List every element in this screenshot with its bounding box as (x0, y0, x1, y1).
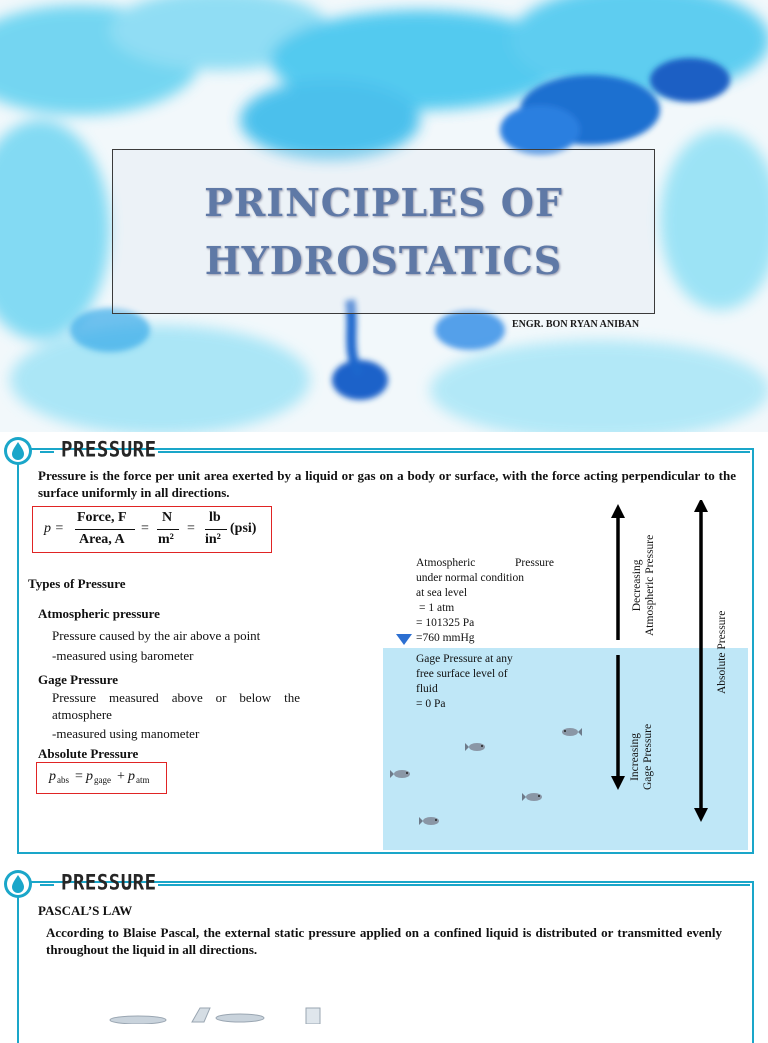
pascals-law-heading: PASCAL’S LAW (38, 903, 133, 918)
decreasing-label-line2: Atmospheric Pressure (644, 534, 656, 636)
fish-icon (522, 791, 544, 803)
formula-frac1-den: Area, A (79, 532, 125, 547)
fish-icon (419, 815, 441, 827)
atm-description: Pressure caused by the air above a point (52, 628, 261, 643)
fraction-bar (75, 529, 135, 530)
pascals-law-body: According to Blaise Pascal, the external static pressure applied on a confined liquid is distributed or transmitted evenly throughout the liquid in all directions. (46, 925, 722, 957)
atm-label-line4: = 1 atm (419, 602, 455, 614)
increasing-label-line2: Gage Pressure (642, 723, 654, 790)
title-box (112, 149, 655, 314)
title-line-1: PRINCIPLES OF (204, 180, 563, 225)
abs-heading: Absolute Pressure (38, 746, 139, 761)
formula-frac3-num: lb (209, 510, 221, 525)
plus-sign: + (117, 769, 125, 784)
increasing-label-line1: Increasing (629, 733, 641, 781)
absolute-arrow (694, 500, 708, 822)
pressure-formula-box (32, 506, 272, 553)
decreasing-label (631, 535, 657, 636)
header-dash-right (158, 884, 750, 886)
increasing-arrow (611, 655, 625, 790)
abs-sub: abs (57, 775, 69, 785)
types-heading: Types of Pressure (28, 576, 126, 591)
formula-frac2-den: m² (158, 532, 174, 547)
gage-measured: -measured using manometer (52, 726, 200, 741)
abs-eq: = (75, 769, 83, 784)
water-drop-icon (3, 436, 33, 466)
gage-description: Pressure measured above or below the atmosphere (52, 690, 300, 722)
gage-label-line3: fluid (416, 683, 438, 695)
header-dash-right (158, 451, 750, 453)
gage-p: p (86, 769, 93, 784)
pascal-apparatus-image (100, 1004, 340, 1024)
atm-label-line2: under normal condition (416, 572, 524, 584)
atm-label-line3: at sea level (416, 587, 468, 599)
formula-unit: (psi) (230, 521, 257, 536)
slide1-header: PRESSURE (61, 437, 157, 463)
formula-lhs: p = (44, 521, 64, 536)
decreasing-arrow (611, 504, 625, 640)
fraction-bar (205, 529, 227, 530)
water-level-marker-icon (396, 634, 412, 646)
title-line-2: HYDROSTATICS (204, 238, 563, 283)
gage-sub: gage (94, 775, 111, 785)
fish-icon (390, 768, 412, 780)
atm-sub: atm (136, 775, 150, 785)
formula-eq2: = (141, 521, 149, 536)
absolute-label: Absolute Pressure (716, 610, 728, 694)
decreasing-label-line1: Decreasing (631, 559, 643, 612)
gage-label-line4: = 0 Pa (416, 698, 446, 710)
fish-icon (560, 726, 582, 738)
pressure-definition: Pressure is the force per unit area exerted by a liquid or gas on a body or surface, with the force acting perpendicular to the surface uniformly in all directions. (38, 468, 736, 500)
fish-icon (465, 741, 487, 753)
header-dash-left (40, 451, 54, 453)
formula-eq3: = (187, 521, 195, 536)
gage-label-line1: Gage Pressure at any (416, 653, 513, 665)
gage-label-line2: free surface level of (416, 668, 508, 680)
gage-heading: Gage Pressure (38, 672, 119, 687)
author-name: ENGR. BON RYAN ANIBAN (512, 319, 640, 330)
atm-label-line1: Atmospheric Pressure (416, 557, 554, 569)
atm-measured: -measured using barometer (52, 648, 194, 663)
atm-label-line6: =760 mmHg (416, 632, 475, 644)
atm-label-line5: = 101325 Pa (416, 617, 475, 629)
increasing-label (629, 724, 655, 790)
formula-frac1-num: Force, F (77, 510, 127, 525)
water-drop-icon (3, 869, 33, 899)
fraction-bar (157, 529, 179, 530)
atm-heading: Atmospheric pressure (38, 606, 160, 621)
slide2-header: PRESSURE (61, 870, 157, 896)
abs-p: p (49, 769, 56, 784)
formula-frac3-den: in² (205, 532, 221, 547)
pressure-arrows (600, 500, 720, 825)
header-dash-left (40, 884, 54, 886)
abs-formula-box (36, 762, 167, 794)
formula-frac2-num: N (162, 510, 173, 525)
atm-p: p (128, 769, 135, 784)
title-slide (0, 0, 768, 432)
